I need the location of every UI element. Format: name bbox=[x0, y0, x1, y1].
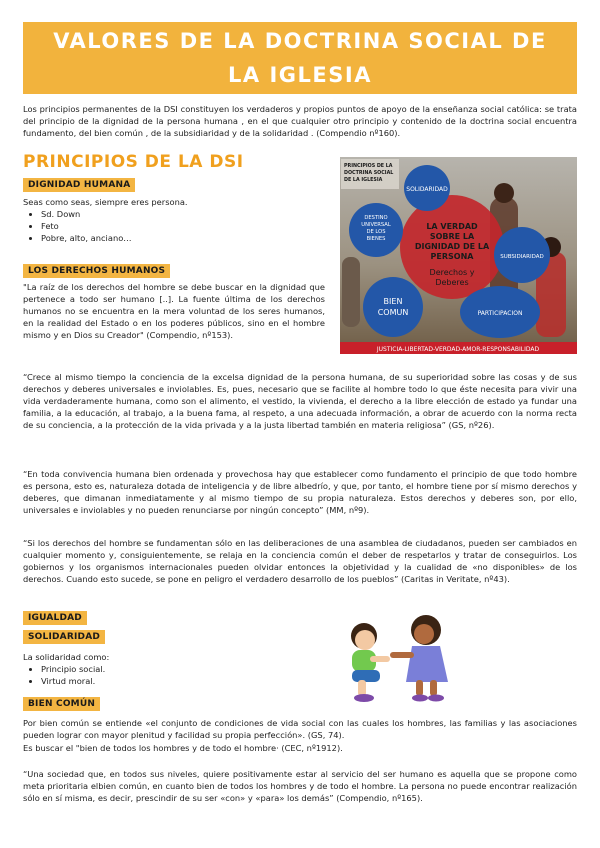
page-title: VALORES DE LA DOCTRINA SOCIAL DE LA IGLESIA bbox=[53, 29, 547, 87]
person-silhouette bbox=[342, 257, 360, 327]
boy-leg bbox=[358, 680, 366, 696]
dignidad-list bbox=[23, 208, 323, 244]
derechos-quote-1: "La raíz de los derechos del hombre se debe buscar en la dignidad que pertenece a todo ser humano [..]. La fuente última de los derechos humanos no se encuentra en la mera voluntad de los seres humanos, en la realidad del Estado o en los poderes públicos, sino en el hombre mismo y en Dios su Creador" (Compendio, nº153). bbox=[23, 282, 325, 340]
bubble-label: UNIVERSAL bbox=[361, 222, 391, 228]
bubble-label: BIEN bbox=[383, 297, 403, 306]
dignidad-block bbox=[23, 196, 323, 244]
children-illustration bbox=[340, 612, 466, 704]
girl-leg bbox=[416, 680, 423, 696]
girl-shoe bbox=[412, 695, 428, 702]
derechos-quote-2: “Crece al mismo tiempo la conciencia de la excelsa dignidad de la persona humana, de su superioridad sobre las cosas y de sus derechos y deberes universales e inviolables. Es, pues, necesario que se facilite al hombre todo lo que éste necesita para vivir una vida verdaderamente humana, como son el alimento, el vestido, la vivienda, el derecho a la libre elección de estado ya fundar una familia, a la educación, al trabajo, a la buena fama, al respeto, a una adecuada información, a obrar de acuerdo con la norma recta de su conciencia, a la protección de la vida privada y a la justa libertad también en materia religiosa” (GS, nº26). bbox=[23, 372, 577, 430]
person-head bbox=[494, 183, 514, 203]
principles-diagram bbox=[340, 157, 577, 354]
dsi-principles-graphic bbox=[340, 157, 577, 354]
bubble-label: BIENES bbox=[366, 236, 386, 242]
center-text-1: LA VERDAD bbox=[426, 222, 478, 231]
solidaridad-lead: La solidaridad como: bbox=[23, 652, 110, 662]
solidaridad-list bbox=[23, 663, 323, 687]
tag-derechos-humanos: LOS DERECHOS HUMANOS bbox=[23, 264, 170, 278]
tag-bien-comun: BIEN COMÚN bbox=[23, 697, 100, 711]
section-title: PRINCIPIOS DE LA DSI bbox=[23, 152, 244, 172]
derechos-quote-3: “En toda convivencia humana bien ordenada y provechosa hay que establecer como fundamento el principio de que todo hombre es persona, esto es, naturaleza dotada de inteligencia y de libre albedrío, y que, por tanto, el hombre tiene por sí mismo derechos y deberes, que dimanan inmediatamente y al mismo tiempo de su propia naturaleza. Estos derechos y deberes son, por ello, universales e inviolables y no pueden renunciarse por ningún concepto” (MM, nº9). bbox=[23, 469, 577, 515]
intro-paragraph: Los principios permanentes de la DSI constituyen los verdaderos y propios puntos de apoyo de la enseñanza social católica: se trata del principio de la dignidad de la persona humana , en el que cualquier otro principio y contenido de la doctrina social encuentra fundamento, del bien común , de la subsidiaridad y de la solidaridad . (Compendio nº160). bbox=[23, 104, 577, 138]
graphic-label: PRINCIPIOS DE LA bbox=[344, 164, 393, 169]
bubble-label: DESTINO bbox=[364, 215, 388, 221]
bubble-label: SUBSIDIARIDAD bbox=[500, 254, 544, 260]
list-item: • Virtud moral. bbox=[41, 675, 323, 687]
center-text-3: DIGNIDAD DE LA bbox=[414, 242, 490, 251]
boy-shorts bbox=[352, 670, 380, 682]
graphic-label: DOCTRINA SOCIAL bbox=[344, 171, 394, 176]
girl-leg bbox=[430, 680, 437, 696]
boy-shoe bbox=[354, 694, 374, 702]
bubble-label: COMUN bbox=[377, 308, 409, 317]
girl-dress bbox=[406, 646, 448, 682]
graphic-label: DE LA IGLESIA bbox=[344, 178, 383, 183]
dignidad-lead: Seas como seas, siempre eres persona. bbox=[23, 197, 188, 207]
list-item: • Principio social. bbox=[41, 663, 323, 675]
girl-shoe bbox=[428, 695, 444, 702]
girl-face bbox=[414, 624, 434, 644]
solidaridad-block bbox=[23, 651, 323, 687]
bien-comun-text-2: Es buscar el "bien de todos los hombres y de todo el hombre· (CEC, nº1912). bbox=[23, 743, 343, 753]
bubble-label: SOLIDARIDAD bbox=[406, 186, 448, 193]
center-sub-2: Deberes bbox=[435, 278, 469, 287]
derechos-quote-4: “Si los derechos del hombre se fundamentan sólo en las deliberaciones de una asamblea de ciudadanos, pueden ser cambiados en cualquier momento y, consiguientemente, se relaja en la conciencia común el deber de respetarlos y tratar de conseguirlos. Los gobiernos y los organismos internacionales pueden olvidar entonces la objetividad y la cualidad de «no disponibles» de los derechos. Cuando esto sucede, se pone en peligro el verdadero desarrollo de los pueblos” (Caritas in Veritate, nº43). bbox=[23, 538, 577, 584]
girl-arm bbox=[390, 652, 414, 658]
center-text-2: SOBRE LA bbox=[429, 232, 475, 241]
bubble-label: DE LOS bbox=[366, 229, 386, 235]
tag-solidaridad: SOLIDARIDAD bbox=[23, 630, 105, 644]
bubble-bien-comun bbox=[363, 277, 423, 337]
center-sub-1: Derechos y bbox=[429, 268, 475, 277]
list-item: • Pobre, alto, anciano… bbox=[41, 232, 323, 244]
boy-arm bbox=[370, 656, 390, 662]
list-item: • Feto bbox=[41, 220, 323, 232]
boy-face bbox=[355, 630, 375, 650]
title-banner bbox=[23, 22, 577, 94]
graphic-footer-text: JUSTICIA-LIBERTAD-VERDAD-AMOR-RESPONSABILIDAD bbox=[376, 346, 540, 353]
center-text-4: PERSONA bbox=[430, 252, 474, 261]
tag-dignidad-humana: DIGNIDAD HUMANA bbox=[23, 178, 135, 192]
children-helping-image bbox=[340, 612, 466, 704]
bubble-label: PARTICIPACION bbox=[477, 310, 523, 317]
list-item: • Sd. Down bbox=[41, 208, 323, 220]
bien-comun-text-3: “Una sociedad que, en todos sus niveles, quiere positivamente estar al servicio del ser humano es aquella que se propone como meta prioritaria elbien común, en cuanto bien de todos los hombres y de todo el hombre. La persona no puede encontrar realización sólo en sí misma, es decir, prescindir de su ser «con» y «para» los demás” (Compendio, nº165). bbox=[23, 769, 577, 803]
bien-comun-text-1: Por bien común se entiende «el conjunto de condiciones de vida social con las cuales los hombres, las familias y las asociaciones pueden lograr con mayor plenitud y facilidad su propia perfección». (GS, 74). bbox=[23, 718, 577, 740]
tag-igualdad: IGUALDAD bbox=[23, 611, 87, 625]
